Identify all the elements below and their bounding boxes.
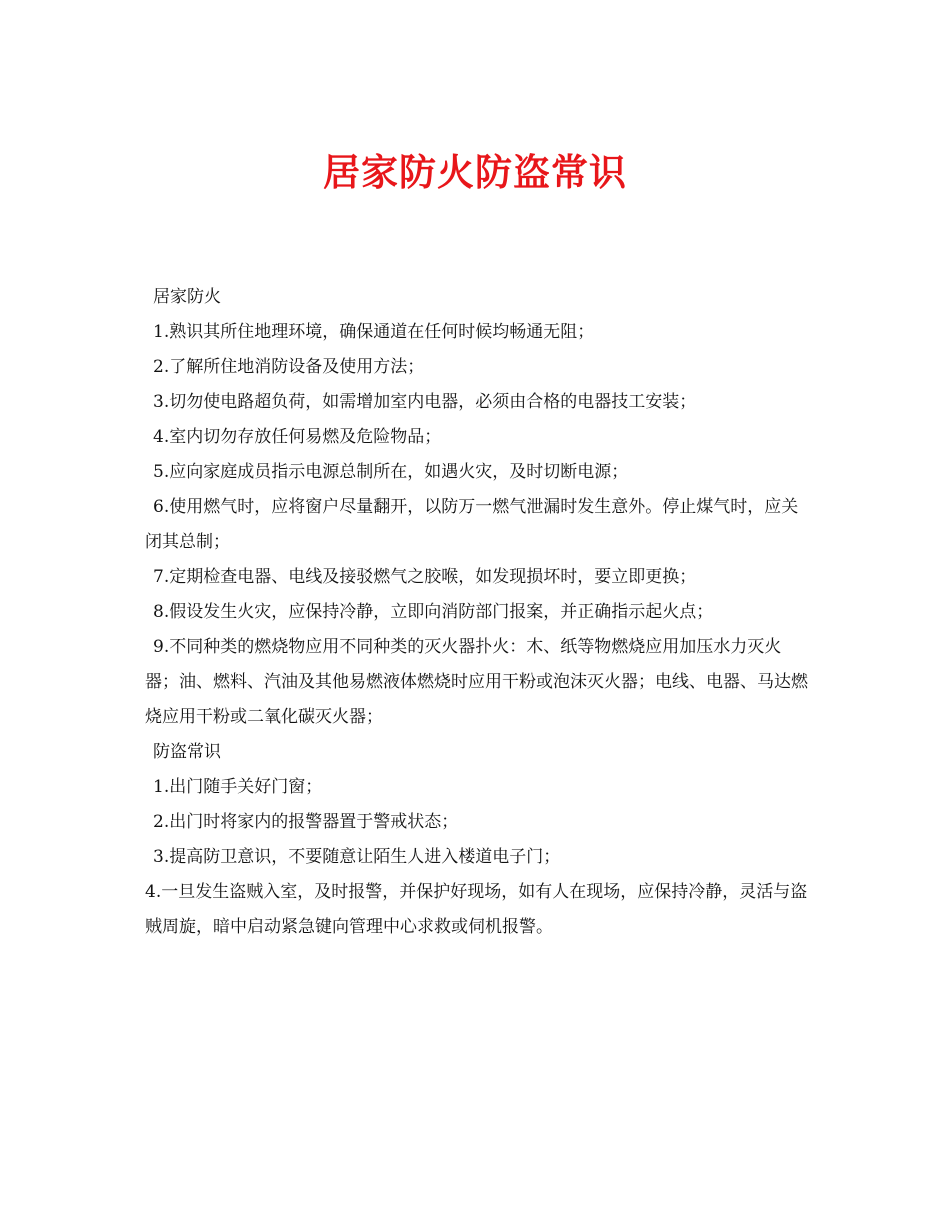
fire-item-8: 8.假设发生火灾，应保持冷静，立即向消防部门报案，并正确指示起火点； bbox=[153, 602, 714, 622]
fire-item-1: 1.熟识其所住地理环境，确保通道在任何时候均畅通无阻； bbox=[153, 322, 595, 342]
section-heading-theft: 防盗常识 bbox=[153, 742, 221, 762]
document-title: 居家防火防盗常识 bbox=[323, 149, 627, 194]
fire-item-5: 5.应向家庭成员指示电源总制所在，如遇火灾，及时切断电源； bbox=[153, 462, 629, 482]
document-body bbox=[145, 280, 810, 945]
theft-item-1: 1.出门随手关好门窗； bbox=[153, 777, 323, 797]
fire-item-7: 7.定期检查电器、电线及接驳燃气之胶喉，如发现损坏时，要立即更换； bbox=[153, 567, 697, 587]
fire-item-2: 2.了解所住地消防设备及使用方法； bbox=[153, 357, 425, 377]
fire-item-6: 6.使用燃气时，应将窗户尽量翻开，以防万一燃气泄漏时发生意外。停止煤气时，应关闭其总制； bbox=[145, 497, 799, 552]
theft-item-2: 2.出门时将家内的报警器置于警戒状态； bbox=[153, 812, 459, 832]
theft-item-3: 3.提高防卫意识，不要随意让陌生人进入楼道电子门； bbox=[153, 847, 561, 867]
fire-item-4: 4.室内切勿存放任何易燃及危险物品； bbox=[153, 427, 442, 447]
fire-item-3: 3.切勿使电路超负荷，如需增加室内电器，必须由合格的电器技工安装； bbox=[153, 392, 697, 412]
section-heading-fire: 居家防火 bbox=[153, 287, 221, 307]
theft-item-4: 4.一旦发生盗贼入室，及时报警，并保护好现场，如有人在现场，应保持冷静，灵活与盗贼周旋，暗中启动紧急键向管理中心求救或伺机报警。 bbox=[145, 882, 808, 937]
fire-item-9: 9.不同种类的燃烧物应用不同种类的灭火器扑火：木、纸等物燃烧应用加压水力灭火器；油、燃料、汽油及其他易燃液体燃烧时应用干粉或泡沫灭火器；电线、电器、马达燃烧应用干粉或二氧化碳灭火器； bbox=[145, 637, 808, 727]
